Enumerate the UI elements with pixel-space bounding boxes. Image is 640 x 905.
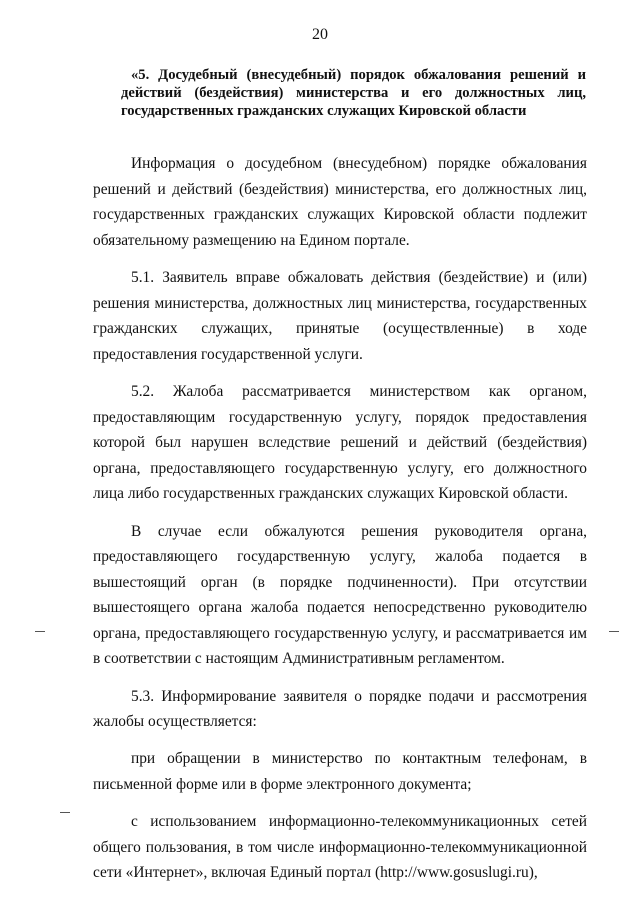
paragraph-5-1: 5.1. Заявитель вправе обжаловать действия (бездействие) и (или) решения министерства, должностных лиц министерства, государственных гражданских служащих, принятые (осуществленные) в ходе предоставления государственной услуги. bbox=[93, 268, 587, 363]
scan-mark-bottom-left bbox=[60, 812, 70, 813]
paragraph-info: Информация о досудебном (внесудебном) порядке обжалования решений и действий (бездействия) министерства, его должностных лиц, государственных гражданских служащих Кировской области подлежит обязательному размещению на Едином портале. bbox=[93, 155, 587, 249]
scan-mark-left bbox=[35, 631, 45, 632]
section-body bbox=[93, 151, 587, 898]
section-heading: «5. Досудебный (внесудебный) порядок обжалования решений и действий (бездействия) министерства и его должностных лиц, государственных гражданских служащих Кировской области bbox=[121, 67, 586, 119]
scan-mark-right bbox=[609, 631, 619, 632]
paragraph-superior-body: В случае если обжалуются решения руководителя органа, предоставляющего государственную услугу, жалоба подается в вышестоящий орган (в порядке подчиненности). При отсутствии вышестоящего органа жалоба подается непосредственно руководителю органа, предоставляющего государственную услугу, и рассматривается им в соответствии с настоящим Административным регламентом. bbox=[93, 522, 587, 668]
paragraph-5-2: 5.2. Жалоба рассматривается министерством как органом, предоставляющим государственную услугу, порядок предоставления которой был нарушен вследствие решений и действий (бездействия) органа, предоставляющего государственную услугу, его должностного лица либо государственных гражданских служащих Кировской области. bbox=[93, 382, 587, 503]
paragraph-phone-written: при обращении в министерство по контактным телефонам, в письменной форме или в форме электронного документа; bbox=[93, 750, 587, 794]
paragraph-5-3: 5.3. Информирование заявителя о порядке подачи и рассмотрения жалобы осуществляется: bbox=[93, 687, 587, 731]
paragraph-internet: с использованием информационно-телекоммуникационных сетей общего пользования, в том числе информационно-телекоммуникационной сети «Интернет», включая Единый портал (http://www.gosuslugi.ru), bbox=[93, 813, 587, 882]
page-number: 20 bbox=[312, 26, 328, 43]
